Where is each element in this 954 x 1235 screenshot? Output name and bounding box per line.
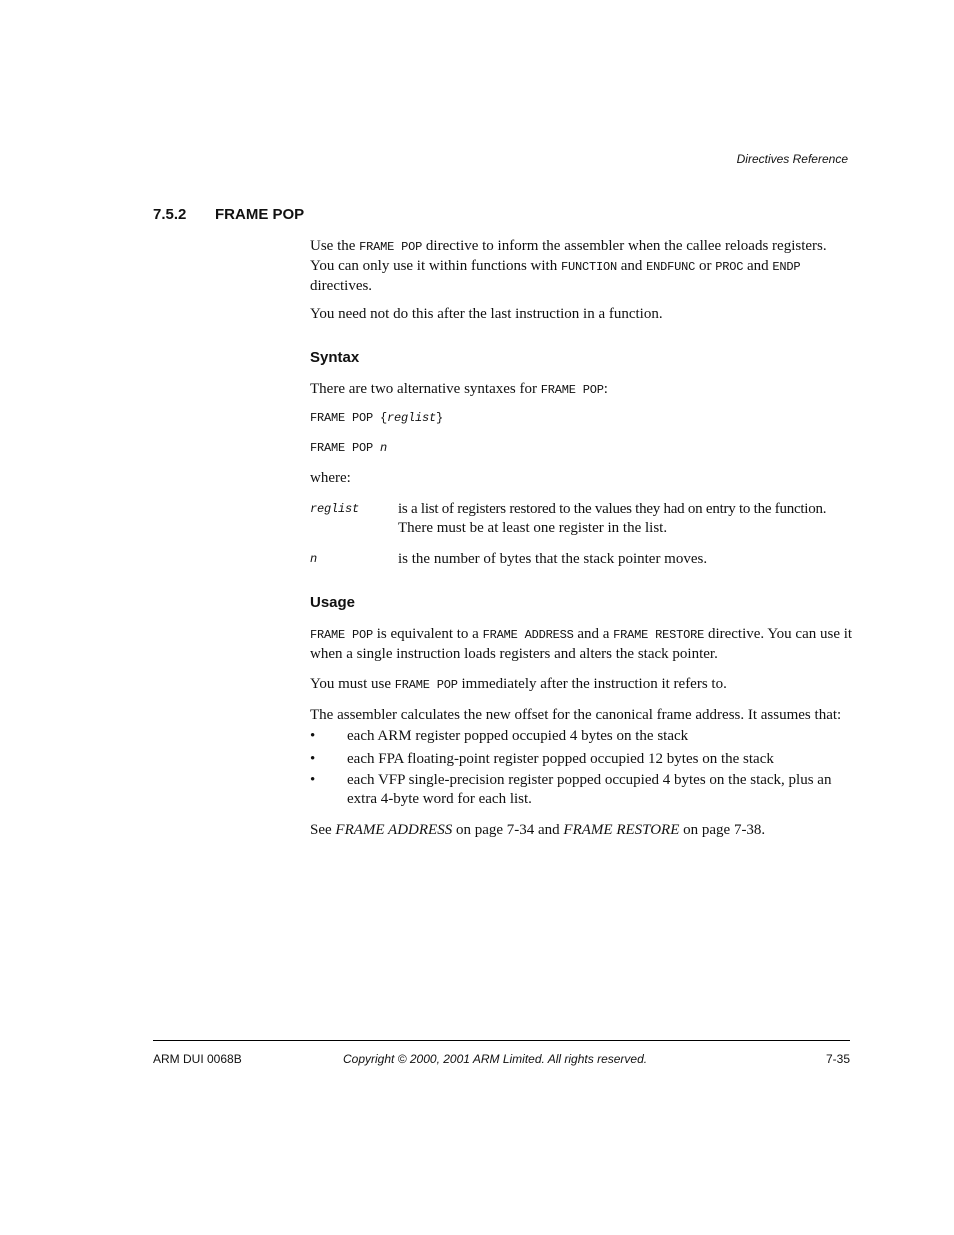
param-name: n [310,552,318,566]
syntax-form-n [310,441,387,455]
intro-line-3: directives. [310,278,373,294]
param-term [310,552,317,566]
footer-doc-id: ARM DUI 0068B [153,1052,242,1066]
code-proc: PROC [715,260,744,274]
code-text: FRAME POP { [310,411,388,425]
bullet-line: extra 4-byte word for each list. [347,791,532,807]
text: You must use [310,676,395,692]
text: immediately after the instruction it refers to. [457,676,727,692]
section-number: 7.5.2 [153,206,187,223]
code-frame-pop: FRAME POP [540,383,604,397]
text: Use the [310,238,360,254]
intro-line-1 [310,237,850,257]
bullet-line: each VFP single-precision register popped occupied 4 bytes on the stack, plus an [347,772,832,788]
bullet-item: each ARM register popped occupied 4 bytes on the stack [347,728,689,744]
code-function: FUNCTION [560,260,617,274]
text: There are two alternative syntaxes for [310,381,541,397]
syntax-heading: Syntax [310,349,360,366]
code-frame-restore: FRAME RESTORE [613,628,705,642]
text: and [617,258,647,274]
code-endfunc: ENDFUNC [646,260,696,274]
text: You can only use it within functions with [310,258,561,274]
text: directive. You can use it [704,626,853,642]
bullet-item: each FPA floating-point register popped occupied 12 bytes on the stack [347,751,774,767]
description-line: is the number of bytes that the stack pointer moves. [398,551,708,567]
footer-rule [153,1040,850,1041]
code-frame-pop: FRAME POP [394,678,458,692]
code-text: FRAME POP [310,441,381,455]
see-also [310,821,850,840]
description-line: There must be at least one register in the list. [398,520,668,536]
text: : [603,381,608,397]
text: and [743,258,773,274]
description-line: is a list of registers restored to the values they had on entry to the function. [398,501,827,517]
text: is equivalent to a [373,626,483,642]
param-term [310,502,359,516]
param-name: reglist [310,502,360,516]
usage-line-2: when a single instruction loads registers and alters the stack pointer. [310,646,718,662]
usage-paragraph-3: The assembler calculates the new offset for the canonical frame address. It assumes that: [310,707,842,723]
text: on page 7-38. [679,822,766,838]
footer-page-number: 7-35 [825,1052,850,1066]
text: and a [573,626,614,642]
syntax-intro [310,380,850,400]
cross-reference-link[interactable]: FRAME RESTORE [563,822,680,838]
bullet-marker: • [310,751,316,767]
text: or [695,258,716,274]
code-frame-pop: FRAME POP [359,240,423,254]
intro-line-2 [310,257,850,277]
text: directive to inform the assembler when the callee reloads registers. [422,238,827,254]
param-description [398,500,850,538]
usage-paragraph-1 [310,625,853,664]
cross-reference-link[interactable]: FRAME ADDRESS [335,822,453,838]
bullet-item [347,771,850,809]
text: See [310,822,336,838]
code-frame-pop: FRAME POP [310,628,374,642]
text: on page 7-34 and [452,822,564,838]
usage-line-1 [310,625,853,645]
usage-heading: Usage [310,594,356,611]
code-text: } [436,411,444,425]
syntax-form-reglist [310,411,443,425]
code-endp: ENDP [772,260,801,274]
code-frame-address: FRAME ADDRESS [482,628,574,642]
param-description [398,550,850,569]
code-argument: reglist [387,411,437,425]
usage-paragraph-2 [310,675,850,695]
code-argument: n [380,441,388,455]
where-label: where: [310,470,351,486]
intro-paragraph [310,237,850,296]
intro-paragraph-2: You need not do this after the last instruction in a function. [310,306,663,322]
section-title: FRAME POP [215,206,305,223]
bullet-marker: • [310,728,316,744]
bullet-marker: • [310,772,316,788]
running-head: Directives Reference [736,152,848,166]
footer-copyright: Copyright © 2000, 2001 ARM Limited. All rights reserved. [343,1052,648,1066]
